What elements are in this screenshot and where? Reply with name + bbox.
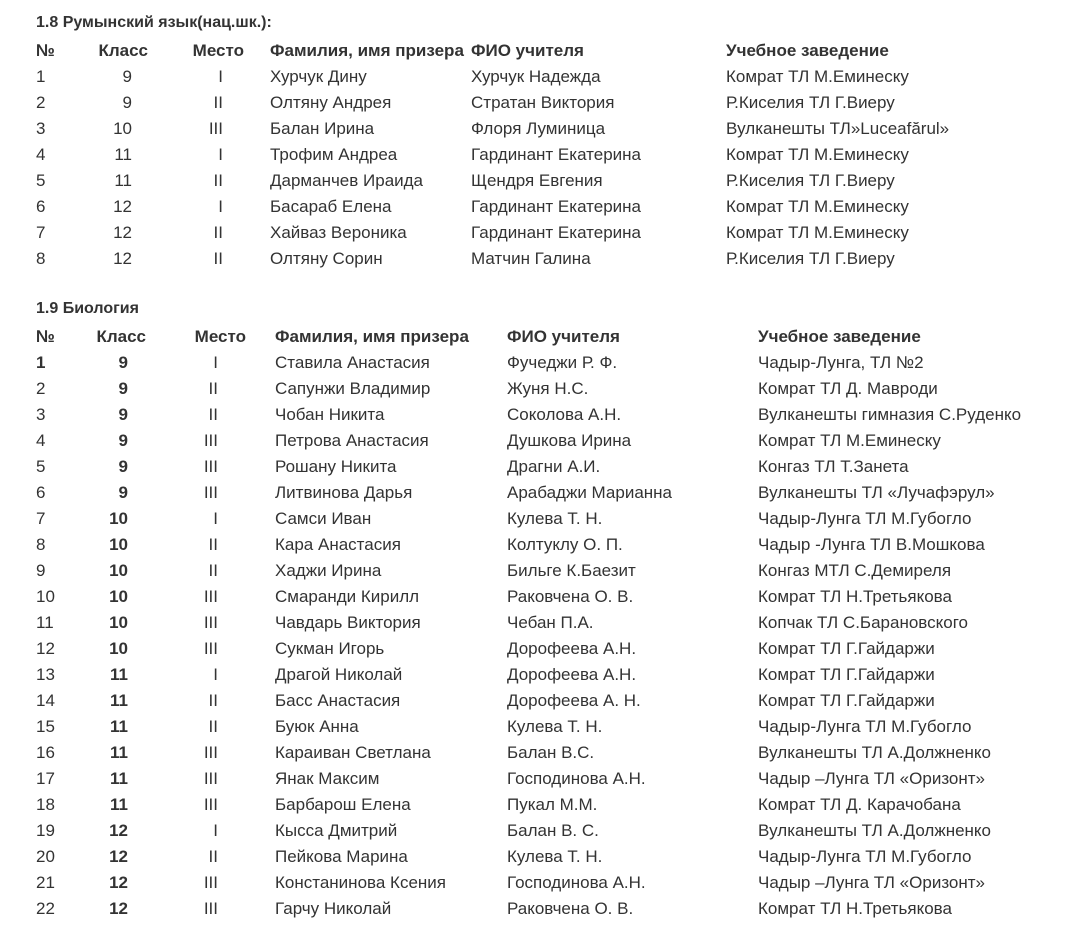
- cell-teacher: Матчин Галина: [471, 249, 591, 268]
- col-header-name: Фамилия, имя призера: [270, 41, 464, 60]
- cell-place: I: [218, 197, 223, 216]
- cell-place: I: [213, 509, 218, 528]
- cell-grade: 9: [122, 67, 132, 86]
- cell-place: I: [218, 145, 223, 164]
- table-row: [36, 168, 1036, 194]
- cell-name: Констанинова Ксения: [275, 873, 446, 892]
- table-row: [36, 636, 1066, 662]
- cell-name: Литвинова Дарья: [275, 483, 413, 502]
- cell-place: II: [213, 93, 223, 112]
- cell-place: III: [203, 769, 218, 788]
- cell-teacher: Драгни А.И.: [507, 457, 601, 476]
- cell-school: Комрат ТЛ Г.Гайдаржи: [758, 639, 935, 658]
- biology-results-table: [36, 324, 1066, 922]
- col-header-place: Место: [192, 41, 244, 60]
- cell-teacher: Кулева Т. Н.: [507, 847, 603, 866]
- table-row: [36, 454, 1066, 480]
- cell-name: Барбарош Елена: [275, 795, 411, 814]
- col-header-grade: Класс: [96, 327, 146, 346]
- col-header-grade: Класс: [98, 41, 148, 60]
- cell-place: II: [213, 223, 223, 242]
- cell-school: Комрат ТЛ М.Еминеску: [726, 145, 909, 164]
- cell-teacher: Господинова А.Н.: [507, 769, 646, 788]
- cell-place: III: [203, 483, 218, 502]
- cell-name: Буюк Анна: [275, 717, 359, 736]
- cell-name: Петрова Анастасия: [275, 431, 429, 450]
- cell-name: Рошану Никита: [275, 457, 397, 476]
- cell-grade: 9: [122, 93, 132, 112]
- table-row: [36, 350, 1066, 376]
- cell-place: III: [203, 587, 218, 606]
- cell-school: Конгаз ТЛ Т.Занета: [758, 457, 909, 476]
- cell-name: Трофим Андреа: [270, 145, 398, 164]
- cell-grade: 10: [109, 587, 128, 606]
- table-row: [36, 870, 1066, 896]
- cell-no: 10: [36, 587, 55, 606]
- cell-school: Чадыр-Лунга, ТЛ №2: [758, 353, 924, 372]
- cell-name: Пейкова Марина: [275, 847, 408, 866]
- cell-teacher: Пукал М.М.: [507, 795, 598, 814]
- cell-grade: 10: [109, 561, 128, 580]
- cell-grade: 11: [110, 769, 128, 788]
- cell-grade: 11: [110, 743, 128, 762]
- table-row: [36, 844, 1066, 870]
- cell-no: 20: [36, 847, 55, 866]
- cell-school: Чадыр-Лунга ТЛ М.Губогло: [758, 509, 972, 528]
- table-row: [36, 402, 1066, 428]
- cell-name: Кара Анастасия: [275, 535, 401, 554]
- cell-school: Комрат ТЛ Д. Карачобана: [758, 795, 961, 814]
- cell-grade: 10: [109, 613, 128, 632]
- cell-no: 7: [36, 223, 46, 242]
- cell-teacher: Балан В.С.: [507, 743, 595, 762]
- cell-teacher: Раковчена О. В.: [507, 899, 634, 918]
- table-row: [36, 220, 1036, 246]
- cell-no: 4: [36, 145, 46, 164]
- cell-no: 11: [36, 613, 54, 632]
- table-row: [36, 558, 1066, 584]
- cell-teacher: Гардинант Екатерина: [471, 145, 641, 164]
- cell-school: Комрат ТЛ Н.Третьякова: [758, 899, 952, 918]
- cell-school: Вулканешты ТЛ А.Должненко: [758, 821, 992, 840]
- cell-no: 19: [36, 821, 55, 840]
- cell-no: 14: [36, 691, 55, 710]
- cell-name: Янак Максим: [275, 769, 380, 788]
- table-row: [36, 896, 1066, 922]
- cell-place: III: [203, 639, 218, 658]
- cell-teacher: Соколова А.Н.: [507, 405, 622, 424]
- cell-grade: 10: [109, 639, 128, 658]
- cell-place: II: [213, 249, 223, 268]
- cell-name: Олтяну Андрея: [270, 93, 392, 112]
- cell-school: Р.Киселия ТЛ Г.Виеру: [726, 249, 895, 268]
- cell-grade: 11: [114, 145, 132, 164]
- cell-place: III: [203, 743, 218, 762]
- cell-school: Чадыр –Лунга ТЛ «Оризонт»: [758, 873, 986, 892]
- cell-name: Хаджи Ирина: [275, 561, 382, 580]
- cell-grade: 11: [110, 691, 128, 710]
- cell-grade: 9: [118, 431, 128, 450]
- col-header-teacher: ФИО учителя: [507, 327, 620, 346]
- cell-teacher: Бильге К.Баезит: [507, 561, 636, 580]
- cell-teacher: Душкова Ирина: [507, 431, 632, 450]
- cell-school: Комрат ТЛ Г.Гайдаржи: [758, 665, 935, 684]
- col-header-no: №: [36, 41, 55, 60]
- cell-no: 4: [36, 431, 46, 450]
- cell-teacher: Раковчена О. В.: [507, 587, 634, 606]
- cell-school: Комрат ТЛ Г.Гайдаржи: [758, 691, 935, 710]
- col-header-school: Учебное заведение: [726, 41, 889, 60]
- col-header-place: Место: [194, 327, 246, 346]
- cell-grade: 12: [113, 197, 132, 216]
- cell-grade: 12: [109, 847, 128, 866]
- cell-no: 1: [36, 353, 46, 372]
- cell-no: 18: [36, 795, 55, 814]
- cell-name: Чобан Никита: [275, 405, 385, 424]
- cell-no: 15: [36, 717, 55, 736]
- cell-no: 3: [36, 405, 46, 424]
- cell-school: Комрат ТЛ М.Еминеску: [726, 223, 909, 242]
- cell-teacher: Арабаджи Марианна: [507, 483, 673, 502]
- table-row: [36, 142, 1036, 168]
- table-row: [36, 246, 1036, 272]
- cell-school: Чадыр –Лунга ТЛ «Оризонт»: [758, 769, 986, 788]
- table-row: [36, 740, 1066, 766]
- cell-teacher: Жуня Н.С.: [507, 379, 589, 398]
- cell-school: Конгаз МТЛ С.Демиреля: [758, 561, 952, 580]
- cell-school: Чадыр-Лунга ТЛ М.Губогло: [758, 717, 972, 736]
- cell-name: Драгой Николай: [275, 665, 403, 684]
- table-row: [36, 480, 1066, 506]
- cell-school: Р.Киселия ТЛ Г.Виеру: [726, 93, 895, 112]
- cell-school: Вулканешты ТЛ»Luceafărul»: [726, 119, 950, 138]
- cell-teacher: Дорофеева А. Н.: [507, 691, 641, 710]
- cell-no: 5: [36, 457, 46, 476]
- cell-grade: 9: [118, 457, 128, 476]
- table-row: [36, 428, 1066, 454]
- cell-teacher: Дорофеева А.Н.: [507, 665, 637, 684]
- cell-place: III: [203, 873, 218, 892]
- cell-grade: 12: [113, 249, 132, 268]
- cell-place: III: [208, 119, 223, 138]
- cell-teacher: Кулева Т. Н.: [507, 717, 603, 736]
- table-row: [36, 376, 1066, 402]
- cell-name: Смаранди Кирилл: [275, 587, 420, 606]
- cell-school: Комрат ТЛ М.Еминеску: [726, 67, 909, 86]
- col-header-name: Фамилия, имя призера: [275, 327, 469, 346]
- cell-name: Олтяну Сорин: [270, 249, 383, 268]
- cell-place: II: [208, 717, 218, 736]
- table-row: [36, 532, 1066, 558]
- cell-teacher: Щендря Евгения: [471, 171, 603, 190]
- table-row: [36, 818, 1066, 844]
- cell-place: II: [208, 561, 218, 580]
- cell-no: 13: [36, 665, 55, 684]
- cell-grade: 10: [109, 535, 128, 554]
- col-header-teacher: ФИО учителя: [471, 41, 584, 60]
- table-row: [36, 194, 1036, 220]
- romanian-results-table: [36, 38, 1036, 272]
- cell-school: Копчак ТЛ С.Барановского: [758, 613, 968, 632]
- table-row: [36, 766, 1066, 792]
- cell-place: I: [218, 67, 223, 86]
- table-row: [36, 662, 1066, 688]
- cell-name: Балан Ирина: [270, 119, 375, 138]
- cell-grade: 11: [114, 171, 132, 190]
- cell-grade: 12: [109, 873, 128, 892]
- cell-grade: 9: [118, 353, 128, 372]
- cell-no: 6: [36, 197, 46, 216]
- cell-name: Сапунжи Владимир: [275, 379, 431, 398]
- col-header-school: Учебное заведение: [758, 327, 921, 346]
- cell-no: 7: [36, 509, 46, 528]
- table-row: [36, 792, 1066, 818]
- table-row: [36, 584, 1066, 610]
- cell-school: Чадыр -Лунга ТЛ В.Мошкова: [758, 535, 985, 554]
- cell-teacher: Чебан П.А.: [507, 613, 594, 632]
- cell-teacher: Гардинант Екатерина: [471, 223, 641, 242]
- cell-no: 5: [36, 171, 46, 190]
- cell-place: II: [208, 847, 218, 866]
- cell-grade: 11: [110, 717, 128, 736]
- cell-teacher: Стратан Виктория: [471, 93, 615, 112]
- cell-no: 12: [36, 639, 55, 658]
- table-row: [36, 90, 1036, 116]
- table-row: [36, 506, 1066, 532]
- cell-school: Комрат ТЛ Н.Третьякова: [758, 587, 952, 606]
- table-row: [36, 688, 1066, 714]
- cell-name: Кысса Дмитрий: [275, 821, 398, 840]
- cell-grade: 9: [118, 405, 128, 424]
- cell-place: III: [203, 457, 218, 476]
- cell-school: Комрат ТЛ М.Еминеску: [726, 197, 909, 216]
- cell-name: Самси Иван: [275, 509, 372, 528]
- section-title-biology: 1.9 Биология: [36, 300, 139, 317]
- cell-name: Басс Анастасия: [275, 691, 401, 710]
- cell-grade: 11: [110, 665, 128, 684]
- table-header-row: [36, 38, 1036, 64]
- cell-teacher: Кулева Т. Н.: [507, 509, 603, 528]
- cell-name: Ставила Анастасия: [275, 353, 430, 372]
- cell-name: Басараб Елена: [270, 197, 392, 216]
- table-row: [36, 610, 1066, 636]
- cell-place: II: [208, 691, 218, 710]
- cell-no: 1: [36, 67, 46, 86]
- cell-place: II: [208, 379, 218, 398]
- cell-no: 2: [36, 379, 46, 398]
- cell-no: 22: [36, 899, 55, 918]
- cell-grade: 9: [118, 483, 128, 502]
- cell-name: Хайваз Вероника: [270, 223, 407, 242]
- cell-no: 16: [36, 743, 55, 762]
- cell-name: Гарчу Николай: [275, 899, 392, 918]
- cell-place: I: [213, 821, 218, 840]
- cell-school: Вулканешты ТЛ А.Должненко: [758, 743, 992, 762]
- section-title-romanian: 1.8 Румынский язык(нац.шк.):: [36, 14, 272, 31]
- cell-name: Сукман Игорь: [275, 639, 385, 658]
- col-header-no: №: [36, 327, 55, 346]
- cell-teacher: Хурчук Надежда: [471, 67, 601, 86]
- table-row: [36, 64, 1036, 90]
- cell-place: II: [213, 171, 223, 190]
- cell-teacher: Господинова А.Н.: [507, 873, 646, 892]
- cell-place: I: [213, 665, 218, 684]
- cell-place: III: [203, 795, 218, 814]
- cell-teacher: Гардинант Екатерина: [471, 197, 641, 216]
- cell-no: 21: [36, 873, 55, 892]
- table-row: [36, 116, 1036, 142]
- cell-school: Р.Киселия ТЛ Г.Виеру: [726, 171, 895, 190]
- cell-no: 2: [36, 93, 46, 112]
- cell-school: Вулканешты ТЛ «Лучафэрул»: [758, 483, 995, 502]
- cell-teacher: Колтуклу О. П.: [507, 535, 623, 554]
- cell-school: Вулканешты гимназия С.Руденко: [758, 405, 1022, 424]
- cell-grade: 10: [109, 509, 128, 528]
- cell-grade: 10: [113, 119, 132, 138]
- cell-name: Караиван Светлана: [275, 743, 431, 762]
- table-header-row: [36, 324, 1066, 350]
- cell-school: Чадыр-Лунга ТЛ М.Губогло: [758, 847, 972, 866]
- cell-no: 8: [36, 249, 46, 268]
- cell-grade: 12: [109, 899, 128, 918]
- cell-place: III: [203, 899, 218, 918]
- cell-teacher: Фучеджи Р. Ф.: [507, 353, 618, 372]
- cell-no: 3: [36, 119, 46, 138]
- cell-no: 6: [36, 483, 46, 502]
- cell-grade: 11: [110, 795, 128, 814]
- cell-grade: 9: [118, 379, 128, 398]
- cell-teacher: Флоря Луминица: [471, 119, 606, 138]
- table-row: [36, 714, 1066, 740]
- cell-no: 9: [36, 561, 46, 580]
- cell-no: 17: [36, 769, 55, 788]
- cell-school: Комрат ТЛ Д. Мавроди: [758, 379, 938, 398]
- cell-school: Комрат ТЛ М.Еминеску: [758, 431, 941, 450]
- cell-grade: 12: [113, 223, 132, 242]
- cell-place: III: [203, 431, 218, 450]
- cell-name: Дарманчев Ираида: [270, 171, 424, 190]
- cell-place: II: [208, 405, 218, 424]
- cell-place: II: [208, 535, 218, 554]
- cell-grade: 12: [109, 821, 128, 840]
- cell-name: Хурчук Дину: [270, 67, 367, 86]
- cell-place: I: [213, 353, 218, 372]
- cell-teacher: Балан В. С.: [507, 821, 599, 840]
- cell-no: 8: [36, 535, 46, 554]
- cell-name: Чавдарь Виктория: [275, 613, 421, 632]
- cell-place: III: [203, 613, 218, 632]
- cell-teacher: Дорофеева А.Н.: [507, 639, 637, 658]
